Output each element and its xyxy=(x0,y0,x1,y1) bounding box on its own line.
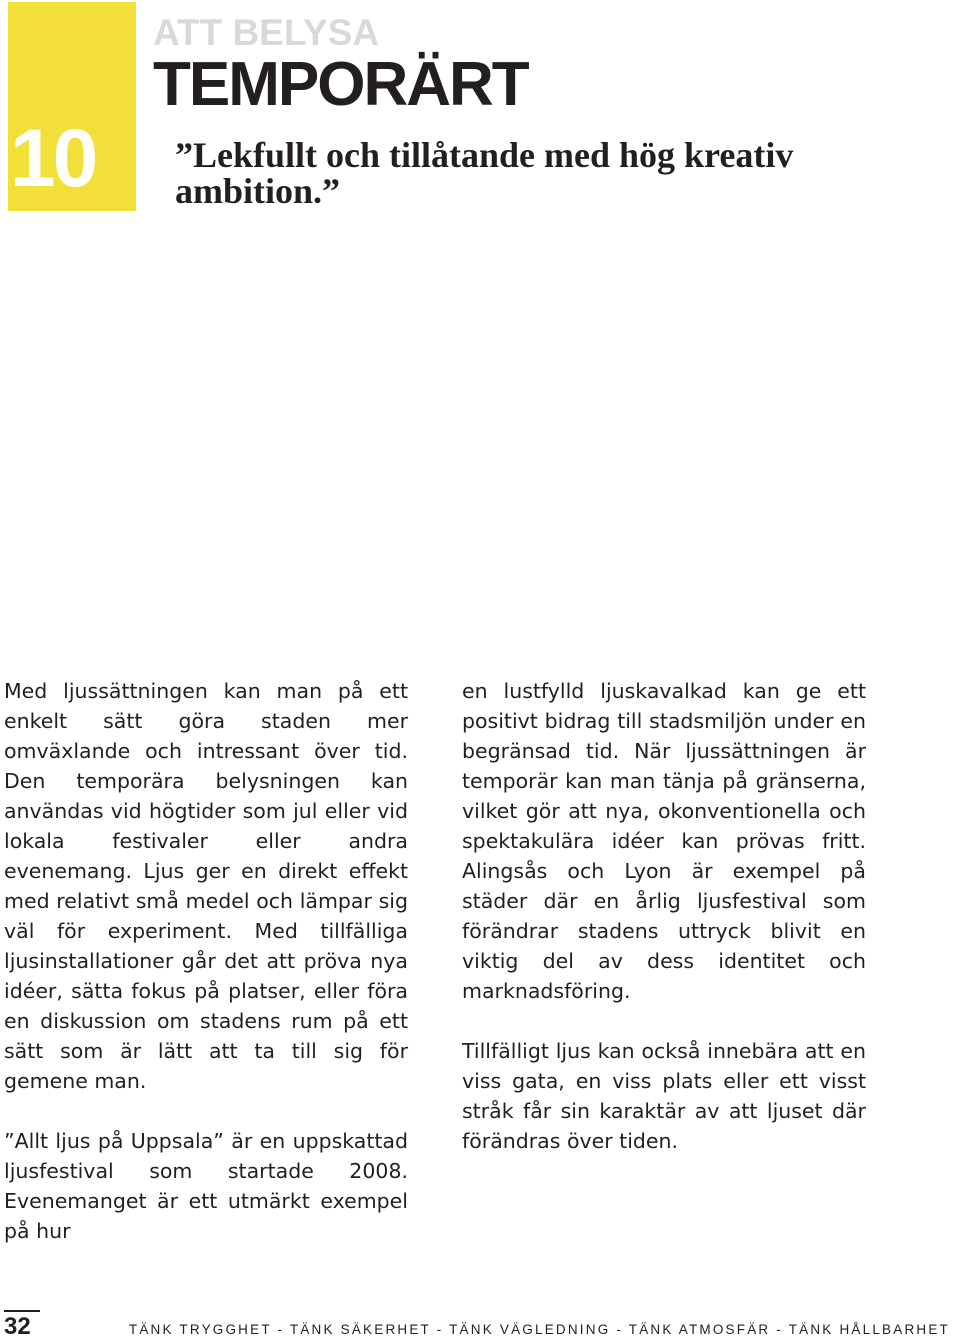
section-kicker: ATT BELYSA xyxy=(153,12,380,53)
body-column-left xyxy=(4,676,408,1246)
page-title: TEMPORÄRT xyxy=(153,50,528,119)
chapter-number: 10 xyxy=(10,113,96,204)
body-paragraph: Tillfälligt ljus kan också innebära att en viss gata, en viss plats eller ett visst stråk får sin karaktär av att ljuset där förändras över tiden. xyxy=(462,1039,866,1153)
footer-rule xyxy=(4,1310,40,1312)
body-paragraph: ”Allt ljus på Uppsala” är en uppskattad ljusfestival som startade 2008. Evenemanget är ett utmärkt exempel på hur xyxy=(4,1129,408,1243)
footer-tagline: TÄNK TRYGGHET - TÄNK SÄKERHET - TÄNK VÄGLEDNING - TÄNK ATMOSFÄR - TÄNK HÅLLBARHET xyxy=(128,1322,950,1337)
page-number: 32 xyxy=(4,1313,31,1340)
pull-quote: ”Lekfullt och tillåtande med hög kreativ ambition.” xyxy=(175,135,794,211)
body-paragraph: Med ljussättningen kan man på ett enkelt sätt göra staden mer omväxlande och intressant över tid. Den temporära belysningen kan användas vid högtider som jul eller vid lokala festivaler eller andra evenemang. Ljus ger en direkt effekt med relativt små medel och lämpar sig väl för experiment. Med tillfälliga ljusinstallationer går det att pröva nya idéer, sätta fokus på platser, eller föra en diskussion om stadens rum på ett sätt som är lätt att ta till sig för gemene man. xyxy=(4,679,408,1093)
body-column-right xyxy=(462,676,866,1156)
body-paragraph: en lustfylld ljuskavalkad kan ge ett positivt bidrag till stadsmiljön under en begränsad tid. När ljussättningen är temporär kan man tänja på gränserna, vilket gör att nya, okonventionella och spektakulära idéer kan prövas fritt. Alingsås och Lyon är exempel på städer där en årlig ljusfestival som förändrar stadens uttryck blivit en viktig del av dess identitet och marknadsföring. xyxy=(462,679,866,1003)
